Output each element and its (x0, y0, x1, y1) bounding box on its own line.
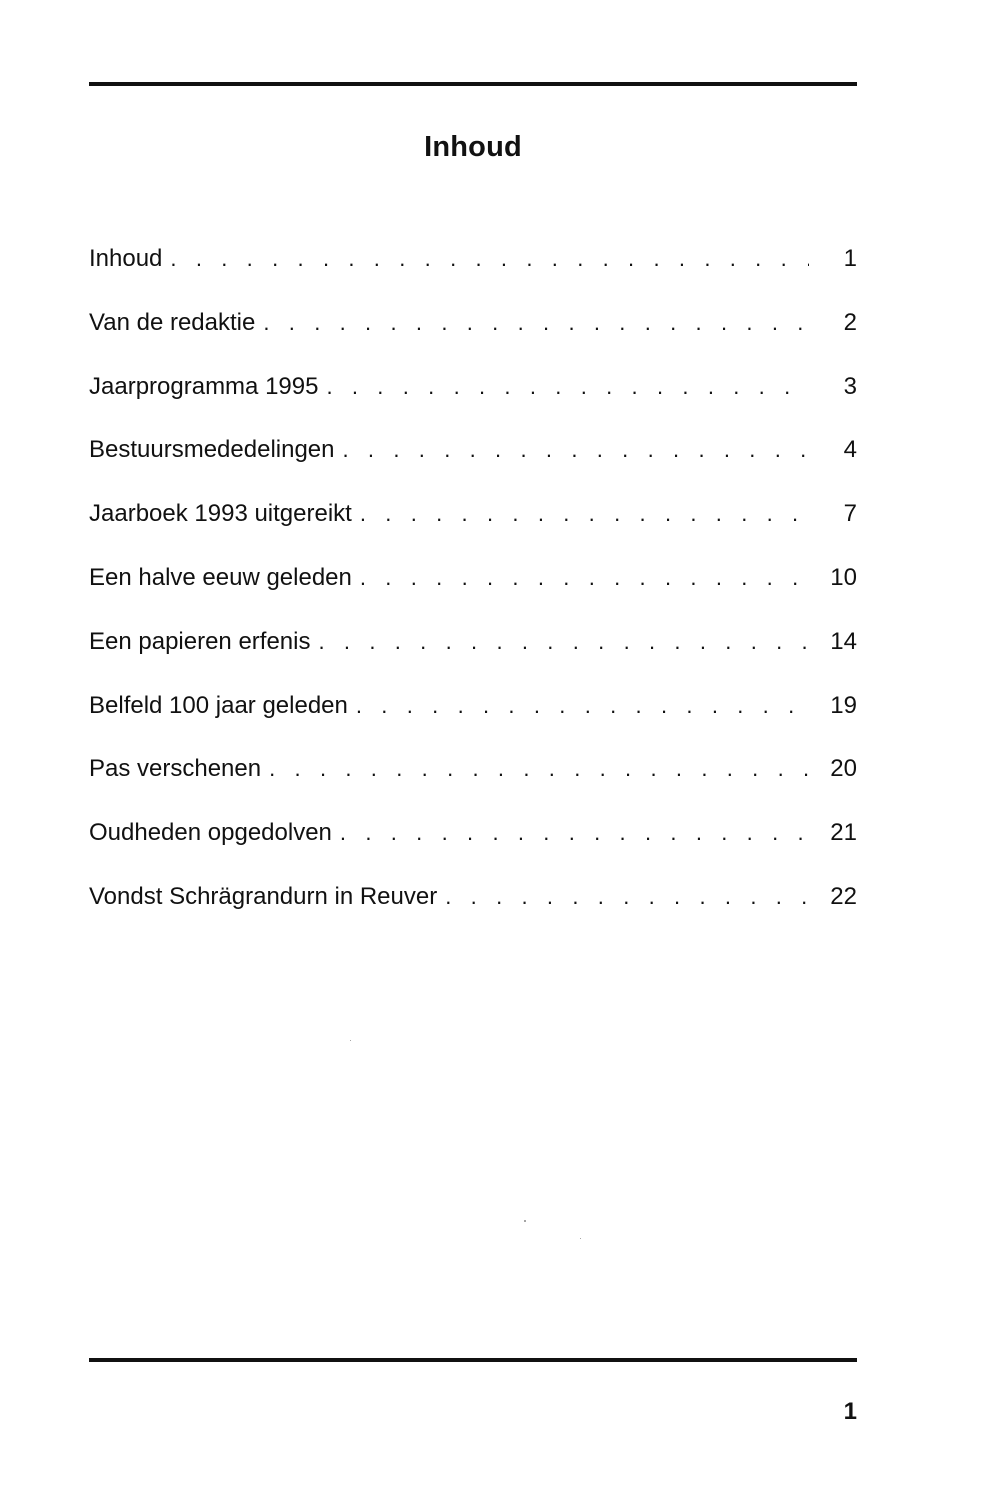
page-title: Inhoud (424, 131, 522, 164)
dot-leader (343, 435, 810, 465)
toc-entry-page: 4 (843, 436, 857, 464)
toc-entry-page: 20 (830, 755, 857, 783)
dot-leader (360, 499, 809, 529)
page-number: 1 (843, 1398, 857, 1425)
toc-entry-page: 10 (830, 563, 857, 591)
toc-entry-label: Pas verschenen (89, 755, 262, 783)
dot-leader (356, 691, 809, 721)
toc-entry[interactable] (89, 563, 857, 627)
toc-entry[interactable] (89, 372, 857, 436)
toc-entry-page: 3 (843, 372, 857, 400)
toc-entry-page: 19 (830, 691, 857, 719)
top-rule (89, 82, 857, 86)
scan-speck (350, 1040, 351, 1041)
toc-entry-label: Jaarboek 1993 uitgereikt (89, 500, 352, 528)
toc-entry[interactable] (89, 882, 857, 946)
bottom-rule (89, 1358, 857, 1362)
dot-leader (170, 244, 809, 274)
dot-leader (269, 754, 809, 784)
toc-entry-label: Van de redaktie (89, 308, 256, 336)
dot-leader (360, 563, 809, 593)
toc-entry-label: Een halve eeuw geleden (89, 563, 352, 591)
toc-entry-page: 22 (830, 882, 857, 910)
toc-entry-label: Vondst Schrägrandurn in Reuver (89, 882, 438, 910)
toc-entry-page: 21 (830, 819, 857, 847)
toc-entry-label: Inhoud (89, 245, 163, 272)
toc-entry-page: 14 (830, 627, 857, 655)
toc-entry[interactable] (89, 499, 857, 563)
toc-entry-page: 7 (843, 500, 857, 528)
table-of-contents (89, 244, 857, 946)
toc-entry-page: 2 (843, 308, 857, 336)
scan-speck (524, 1220, 526, 1222)
dot-leader (318, 627, 809, 657)
toc-entry-page: 1 (843, 245, 857, 272)
toc-entry-label: Bestuursmededelingen (89, 436, 335, 464)
toc-entry-label: Belfeld 100 jaar geleden (89, 691, 348, 719)
toc-entry-label: Jaarprogramma 1995 (89, 372, 319, 400)
dot-leader (340, 818, 809, 848)
toc-entry[interactable] (89, 691, 857, 755)
toc-entry[interactable] (89, 754, 857, 818)
toc-entry[interactable] (89, 435, 857, 499)
dot-leader (326, 372, 809, 402)
toc-entry[interactable] (89, 627, 857, 691)
scan-speck (580, 1238, 581, 1239)
dot-leader (445, 882, 809, 912)
toc-entry[interactable] (89, 308, 857, 372)
toc-entry-label: Oudheden opgedolven (89, 819, 332, 847)
dot-leader (263, 308, 809, 338)
toc-entry[interactable] (89, 244, 857, 308)
toc-entry-label: Een papieren erfenis (89, 627, 311, 655)
toc-entry[interactable] (89, 818, 857, 882)
